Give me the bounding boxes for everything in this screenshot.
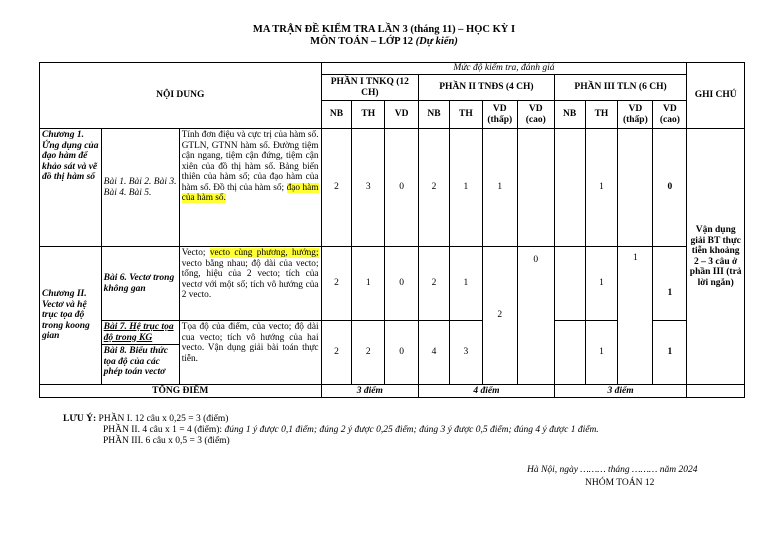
level-header: NB bbox=[321, 101, 352, 129]
cell-value bbox=[554, 321, 585, 385]
cell-value: 1 bbox=[449, 247, 482, 321]
phan1-header: PHẦN I TNKQ (12 CH) bbox=[321, 75, 419, 101]
lesson78-cell bbox=[101, 321, 179, 385]
signature-place-date: Hà Nội, ngày ……… tháng ……… năm 2024 bbox=[527, 465, 698, 475]
cell-value bbox=[618, 129, 653, 247]
cell-value: 2 bbox=[482, 247, 517, 385]
cell-value bbox=[517, 129, 554, 247]
note-p1: PHẦN I. 12 câu x 0,25 = 3 (điểm) bbox=[98, 414, 229, 424]
chapter1-description bbox=[179, 129, 321, 247]
tong-diem-label: TỔNG ĐIỂM bbox=[40, 385, 322, 398]
noi-dung-header: NỘI DUNG bbox=[40, 63, 322, 129]
subtitle-note: (Dự kiến) bbox=[415, 36, 458, 47]
cell-value: 1 bbox=[449, 129, 482, 247]
document-title: MA TRẬN ĐỀ KIỂM TRA LẦN 3 (tháng 11) – HỌC KỲ I bbox=[252, 24, 516, 35]
chapter1-name: Chương 1. Ứng dụng của đạo hàm để khảo sát và vẽ đồ thị hàm số bbox=[40, 129, 102, 247]
note-label: LƯU Ý: bbox=[63, 414, 97, 424]
tong-diem-phan2: 4 điểm bbox=[419, 385, 555, 398]
ghi-chu-text: Vận dụng giải BT thực tiễn khoảng 2 – 3 câu ở phần III (trả lời ngắn) bbox=[687, 129, 745, 385]
chapter2-name: Chương II. Vectơ và hệ trục tọa độ trong koong gian bbox=[40, 247, 102, 385]
level-header: VD (thấp) bbox=[482, 101, 517, 129]
note-line-1 bbox=[63, 414, 599, 425]
notes-section bbox=[63, 414, 599, 447]
cell-value: 1 bbox=[653, 321, 687, 385]
subtitle-text: MÔN TOÁN – LỚP 12 bbox=[310, 36, 414, 47]
cell-value: 1 bbox=[352, 247, 385, 321]
cell-value: 1 bbox=[585, 247, 618, 321]
document-subtitle bbox=[0, 36, 768, 48]
phan3-header: PHẦN III TLN (6 CH) bbox=[554, 75, 687, 101]
tong-diem-phan1: 3 điểm bbox=[321, 385, 419, 398]
note-p2-b: đúng 1 ý được 0,1 điểm; đúng 2 ý được 0,25 điểm; đúng 3 ý được 0,5 điểm; đúng 4 ý được 1 điểm. bbox=[224, 425, 599, 435]
cell-value: 1 bbox=[585, 321, 618, 385]
lesson6-desc-a: Vecto; bbox=[181, 248, 206, 258]
chapter1-desc-highlight: đạo hàm của hàm số. bbox=[181, 182, 319, 203]
cell-value: 3 bbox=[352, 129, 385, 247]
cell-value: 2 bbox=[419, 247, 450, 321]
cell-value: 1 bbox=[653, 247, 687, 321]
chapter1-desc-text: Tính đơn điệu và cực trị của hàm số. GTLN, GTNN hàm số. Đường tiệm cận ngang, tiệm cận đứng, tiệm cận xiên của đồ thị hàm số. Bảng biến thiên của hàm số; của đạo hàm của hàm số. Đồ thị của hàm số; bbox=[181, 130, 319, 193]
tong-diem-phan3: 3 điểm bbox=[554, 385, 687, 398]
cell-value: 2 bbox=[352, 321, 385, 385]
cell-value: 1 bbox=[585, 129, 618, 247]
cell-value bbox=[554, 247, 585, 321]
note-line-3: PHẦN III. 6 câu x 0,5 = 3 (điểm) bbox=[103, 436, 230, 446]
cell-value: 2 bbox=[321, 129, 352, 247]
cell-value: 2 bbox=[321, 247, 352, 321]
lesson78-description: Tọa độ của điểm, của vecto; độ dài cua vecto; tích vô hướng của hai vecto. Vận dụng giải bài toán thực tiễn. bbox=[179, 321, 321, 385]
lesson6-description bbox=[179, 247, 321, 321]
tong-diem-ghi-chu bbox=[687, 385, 745, 398]
matrix-table bbox=[39, 62, 745, 398]
note-line-2 bbox=[63, 425, 599, 436]
muc-do-header: Mức độ kiểm tra, đánh giá bbox=[321, 63, 687, 75]
cell-value: 0 bbox=[385, 129, 419, 247]
phan2-header: PHẦN II TNĐS (4 CH) bbox=[419, 75, 555, 101]
level-header: VD (cao) bbox=[653, 101, 687, 129]
lesson6-name: Bài 6. Vectơ trong không gan bbox=[101, 247, 179, 321]
level-header: VD (cao) bbox=[517, 101, 554, 129]
level-header: VD (thấp) bbox=[618, 101, 653, 129]
cell-value: 4 bbox=[419, 321, 450, 385]
lesson6-desc-highlight: vecto cùng phương, hướng; bbox=[209, 248, 319, 258]
cell-value: 2 bbox=[321, 321, 352, 385]
cell-value: 2 bbox=[419, 129, 450, 247]
cell-value: 0 bbox=[517, 247, 554, 385]
level-header: VD bbox=[385, 101, 419, 129]
signature-group: NHÓM TOÁN 12 bbox=[585, 478, 655, 488]
ghi-chu-header: GHI CHÚ bbox=[687, 63, 745, 129]
cell-value: 1 bbox=[482, 129, 517, 247]
cell-value bbox=[554, 129, 585, 247]
chapter1-lessons: Bài 1. Bài 2. Bài 3. Bài 4. Bài 5. bbox=[101, 129, 179, 247]
level-header: NB bbox=[554, 101, 585, 129]
cell-value: 0 bbox=[653, 129, 687, 247]
cell-value: 3 bbox=[449, 321, 482, 385]
lesson8-name: Bài 8. Biểu thức tọa độ của các phép toán vectơ bbox=[103, 346, 168, 377]
cell-value: 0 bbox=[385, 321, 419, 385]
level-header: TH bbox=[352, 101, 385, 129]
cell-value: 1 bbox=[618, 247, 653, 385]
level-header: TH bbox=[449, 101, 482, 129]
note-p2-a: PHẦN II. 4 câu x 1 = 4 (điểm): bbox=[103, 425, 223, 435]
level-header: NB bbox=[419, 101, 450, 129]
lesson6-desc-b: vecto bằng nhau; độ dài của vecto; tổng, hiệu của 2 vecto; tích của vectơ với một số; tích vô hướng của 2 vecto. bbox=[181, 258, 319, 300]
lesson7-name: Bài 7. Hệ trục tọa độ trong KG bbox=[102, 321, 179, 345]
level-header: TH bbox=[585, 101, 618, 129]
cell-value: 0 bbox=[385, 247, 419, 321]
